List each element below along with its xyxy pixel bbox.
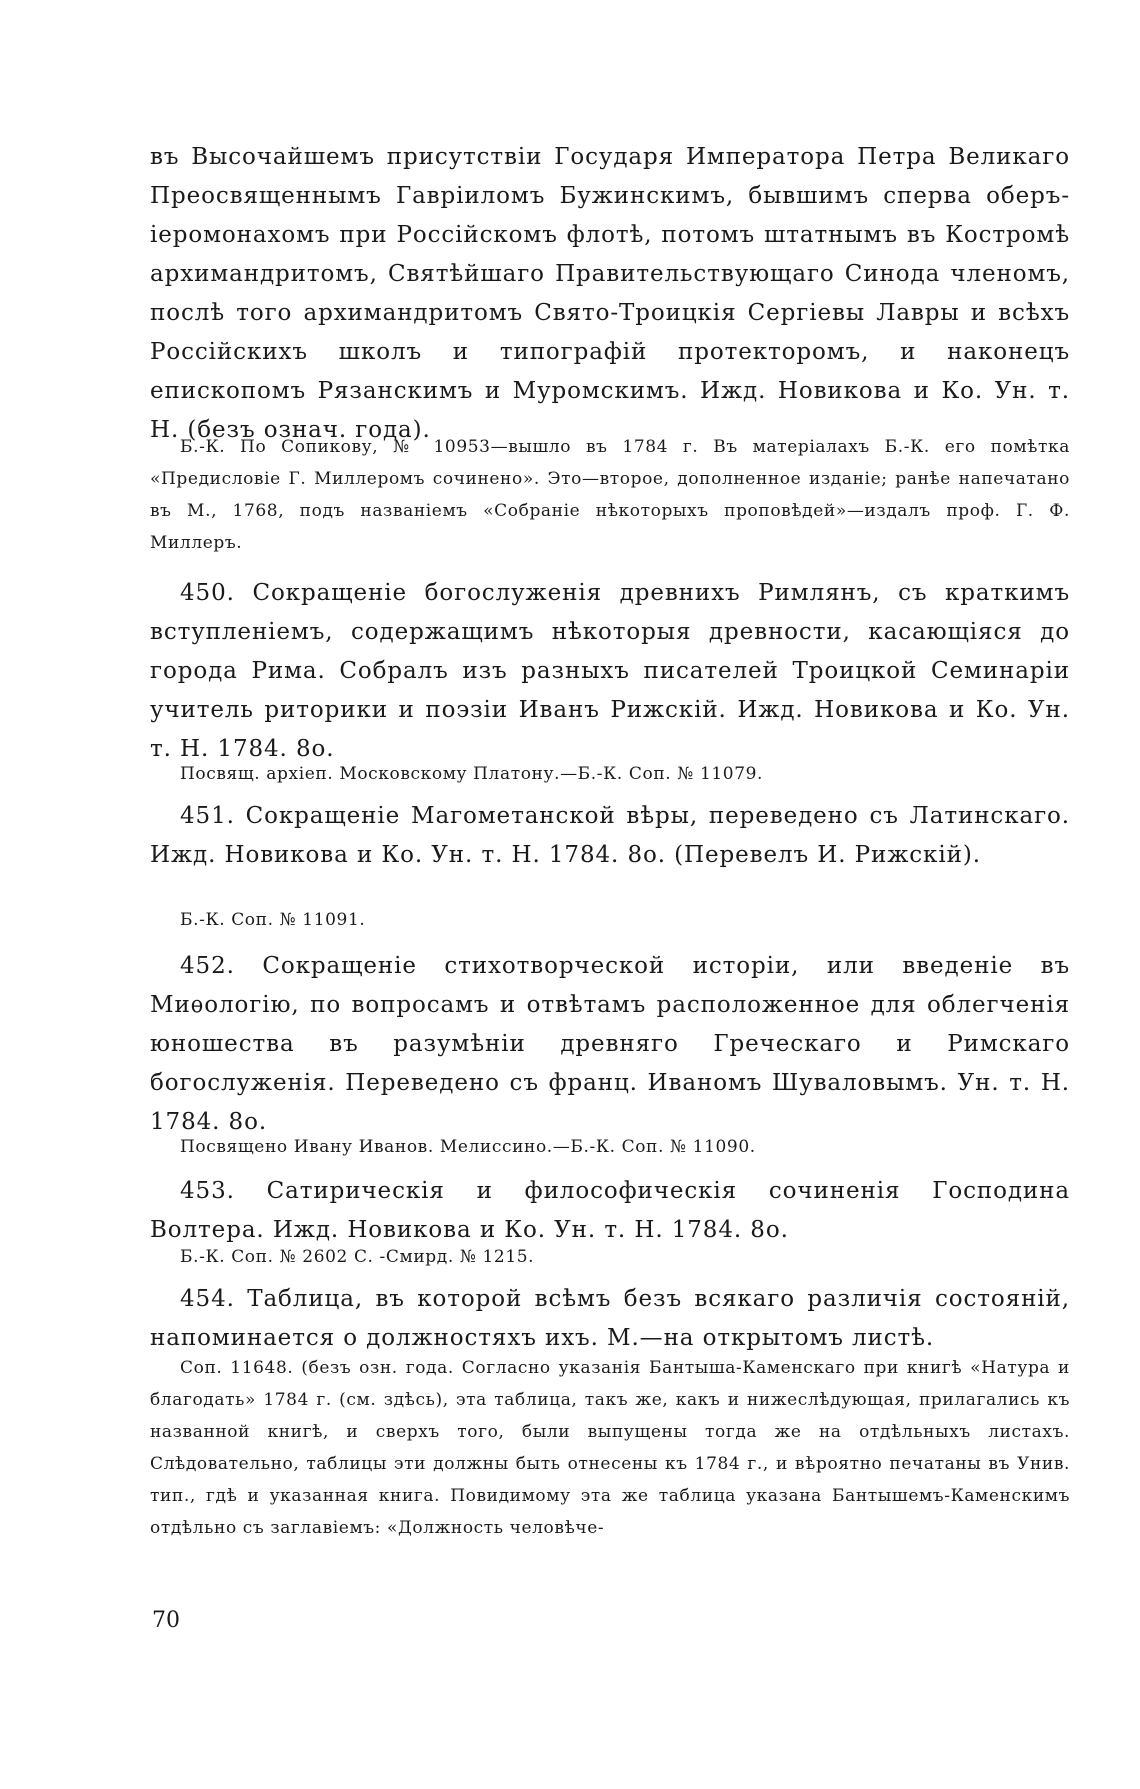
entry-454: 454. Таблица, въ которой всѣмъ безъ всякаго различія состояній, напоминается о должностяхъ ихъ. М.—на открытомъ листѣ. xyxy=(150,1286,1070,1351)
page-number: 70 xyxy=(152,1608,180,1633)
entry-451-note: Б.-К. Соп. № 11091. xyxy=(180,910,366,930)
entry-452-note: Посвящено Ивану Иванов. Мелиссино.—Б.-К. Соп. № 11090. xyxy=(180,1137,756,1157)
entry-450-note: Посвящ. архіеп. Московскому Платону.—Б.-К. Соп. № 11079. xyxy=(180,764,764,784)
entry-451: 451. Сокращеніе Магометанской вѣры, переведено съ Латинскаго. Ижд. Новикова и Ко. Ун. т. Н. 1784. 8о. (Перевелъ И. Рижскій). xyxy=(150,803,1070,868)
entry-453-note: Б.-К. Соп. № 2602 С. -Смирд. № 1215. xyxy=(180,1247,535,1267)
entry-449-continuation: въ Высочайшемъ присутствіи Государя Императора Петра Великаго Преосвященнымъ Гавріиломъ Бужинскимъ, бывшимъ сперва оберъ-іеромонахомъ при Россійскомъ флотѣ, потомъ штатнымъ въ Костромѣ архимандритомъ, Святѣйшаго Правительствующаго Синода членомъ, послѣ того архимандритомъ Свято-Троицкія Сергіевы Лавры и всѣхъ Россійскихъ школъ и типографій протекторомъ, и наконецъ епископомъ Рязанскимъ и Муромскимъ. Ижд. Новикова и Ко. Ун. т. Н. (безъ означ. года). xyxy=(150,144,1070,443)
entry-453: 453. Сатирическія и философическія сочиненія Господина Волтера. Ижд. Новикова и Ко. Ун. т. Н. 1784. 8о. xyxy=(150,1178,1070,1243)
entry-449-note: Б.-К. По Сопикову, № 10953—вышло въ 1784 г. Въ матеріалахъ Б.-К. его помѣтка «Предисловіе Г. Миллеромъ сочинено». Это—второе, дополненное изданіе; ранѣе напечатано въ М., 1768, подъ названіемъ «Собраніе нѣкоторыхъ проповѣдей»—издалъ проф. Г. Ф. Миллеръ. xyxy=(150,437,1070,553)
entry-452: 452. Сокращеніе стихотворческой исторіи, или введеніе въ Миѳологію, по вопросамъ и отвѣтамъ расположенное для облегченія юношества въ разумѣніи древняго Греческаго и Римскаго богослуженія. Переведено съ франц. Иваномъ Шуваловымъ. Ун. т. Н. 1784. 8о. xyxy=(150,953,1070,1135)
entry-454-note: Соп. 11648. (безъ озн. года. Согласно указанія Бантыша-Каменскаго при книгѣ «Натура и благодать» 1784 г. (см. здѣсь), эта таблица, такъ же, какъ и нижеслѣдующая, прилагались къ названной книгѣ, и сверхъ того, были выпущены тогда же на отдѣльныхъ листахъ. Слѣдовательно, таблицы эти должны быть отнесены къ 1784 г., и вѣроятно печатаны въ Унив. тип., гдѣ и указанная книга. Повидимому эта же таблица указана Бантышемъ-Каменскимъ отдѣльно съ заглавіемъ: «Должность человѣче- xyxy=(150,1358,1070,1538)
entry-450: 450. Сокращеніе богослуженія древнихъ Римлянъ, съ краткимъ вступленіемъ, содержащимъ нѣкоторыя древности, касающіяся до города Рима. Собралъ изъ разныхъ писателей Троицкой Семинаріи учитель риторики и поэзіи Иванъ Рижскій. Ижд. Новикова и Ко. Ун. т. Н. 1784. 8о. xyxy=(150,580,1070,762)
